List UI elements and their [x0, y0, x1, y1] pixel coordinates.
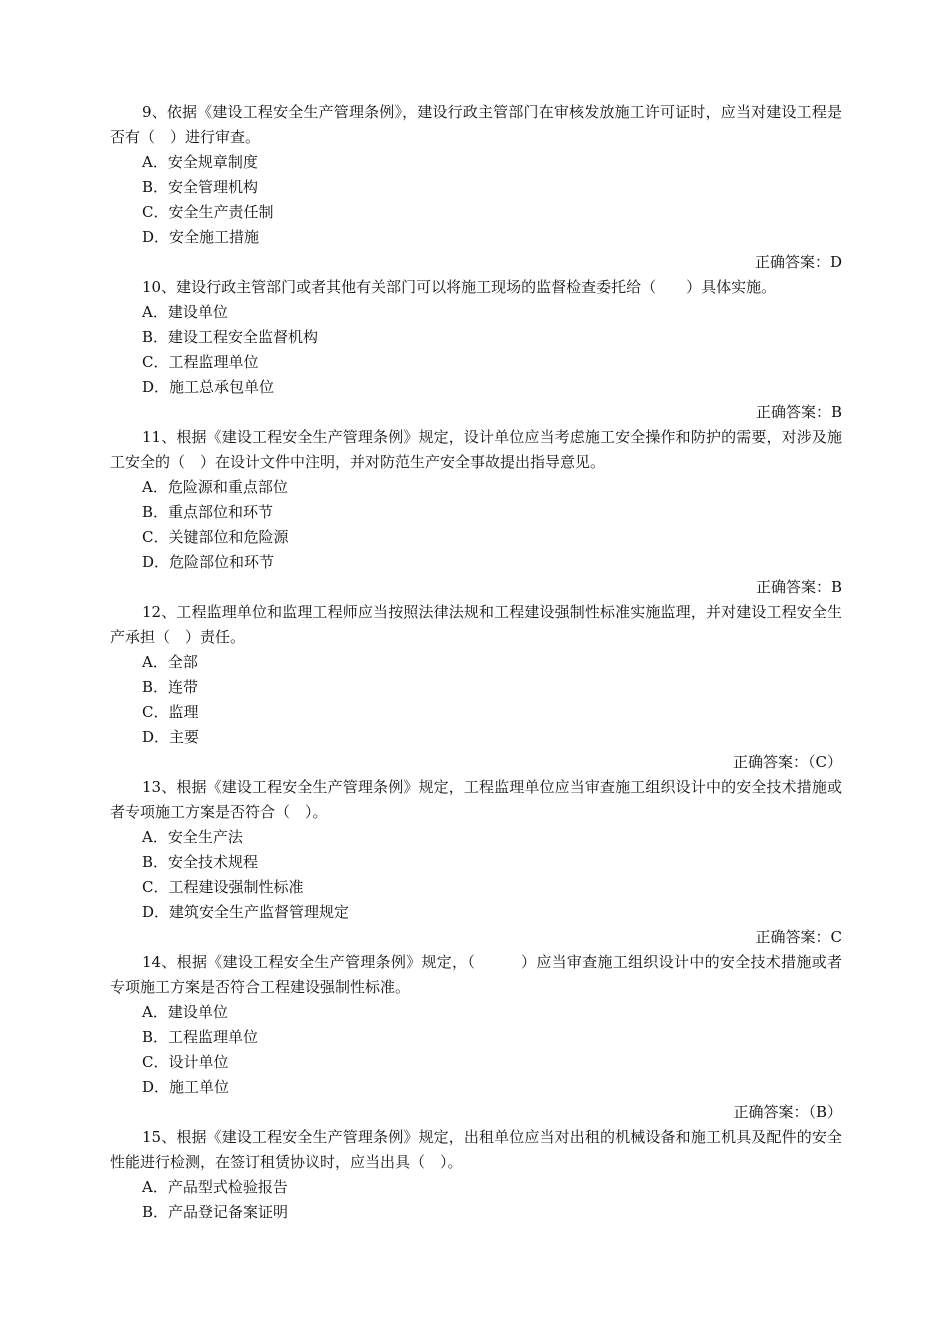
question-text: 14、根据《建设工程安全生产管理条例》规定，（ ）应当审查施工组织设计中的安全技术措施或者专项施工方案是否符合工程建设强制性标准。: [110, 953, 842, 996]
option-a: A．产品型式检验报告: [142, 1178, 288, 1196]
option-c: C．安全生产责任制: [142, 203, 274, 221]
question-text: 12、工程监理单位和监理工程师应当按照法律法规和工程建设强制性标准实施监理，并对建设工程安全生产承担（ ）责任。: [110, 603, 842, 646]
option-a: A．建设单位: [142, 303, 228, 321]
option-a: A．危险源和重点部位: [142, 478, 288, 496]
question-block: [110, 600, 842, 775]
question-list: [110, 100, 842, 1225]
option-b: B．产品登记备案证明: [142, 1203, 289, 1221]
question-block: [110, 100, 842, 275]
option-d: D．主要: [142, 728, 200, 746]
option-b: B．安全管理机构: [142, 178, 259, 196]
option-d: D．建筑安全生产监督管理规定: [142, 903, 350, 921]
question-text: 10、建设行政主管部门或者其他有关部门可以将施工现场的监督检查委托给（ ）具体实施。: [142, 278, 777, 296]
question-text: 9、依据《建设工程安全生产管理条例》，建设行政主管部门在审核发放施工许可证时，应当对建设工程是否有（ ）进行审查。: [110, 103, 842, 146]
option-a: A．安全规章制度: [142, 153, 258, 171]
correct-answer: 正确答案：B: [755, 403, 842, 421]
correct-answer: 正确答案：（C）: [733, 753, 842, 771]
option-c: C．关键部位和危险源: [142, 528, 289, 546]
option-c: C．设计单位: [142, 1053, 229, 1071]
question-block: [110, 425, 842, 600]
option-a: A．全部: [142, 653, 198, 671]
question-text: 11、根据《建设工程安全生产管理条例》规定，设计单位应当考虑施工安全操作和防护的需要，对涉及施工安全的（ ）在设计文件中注明，并对防范生产安全事故提出指导意见。: [110, 428, 842, 471]
option-a: A．建设单位: [142, 1003, 228, 1021]
option-c: C．工程监理单位: [142, 353, 259, 371]
option-c: C．监理: [142, 703, 199, 721]
question-block: [110, 775, 842, 950]
option-d: D．施工总承包单位: [142, 378, 275, 396]
option-a: A．安全生产法: [142, 828, 243, 846]
question-block: [110, 950, 842, 1125]
question-text: 15、根据《建设工程安全生产管理条例》规定，出租单位应当对出租的机械设备和施工机具及配件的安全性能进行检测，在签订租赁协议时，应当出具（ ）。: [110, 1128, 842, 1171]
option-b: B．工程监理单位: [142, 1028, 259, 1046]
correct-answer: 正确答案：（B）: [733, 1103, 842, 1121]
option-b: B．安全技术规程: [142, 853, 259, 871]
option-b: B．重点部位和环节: [142, 503, 274, 521]
correct-answer: 正确答案：B: [755, 578, 842, 596]
correct-answer: 正确答案：D: [754, 253, 842, 271]
option-d: D．施工单位: [142, 1078, 230, 1096]
option-d: D．安全施工措施: [142, 228, 260, 246]
option-b: B．建设工程安全监督机构: [142, 328, 319, 346]
question-text: 13、根据《建设工程安全生产管理条例》规定，工程监理单位应当审查施工组织设计中的安全技术措施或者专项施工方案是否符合（ ）。: [110, 778, 842, 821]
correct-answer: 正确答案：C: [755, 928, 842, 946]
option-d: D．危险部位和环节: [142, 553, 275, 571]
question-block: [110, 1125, 842, 1225]
option-c: C．工程建设强制性标准: [142, 878, 304, 896]
question-block: [110, 275, 842, 425]
option-b: B．连带: [142, 678, 199, 696]
